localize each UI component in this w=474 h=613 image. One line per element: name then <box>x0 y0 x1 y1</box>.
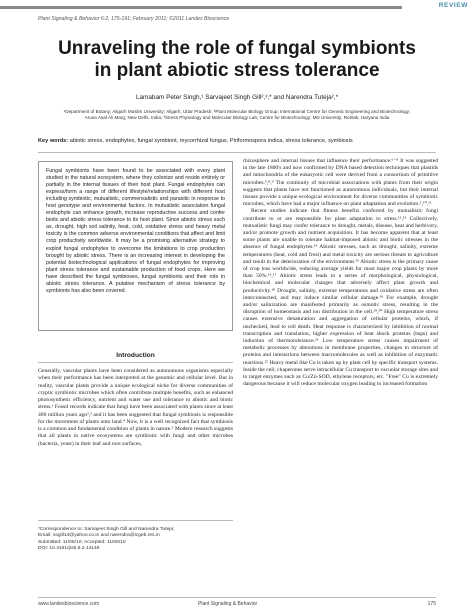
keywords-row <box>38 138 436 153</box>
footer-website[interactable]: www.landesbioscience.com <box>38 601 100 607</box>
keywords-label: Key words: <box>38 138 69 144</box>
section-label: REVIEW <box>438 2 468 9</box>
correspondence-block <box>38 520 233 594</box>
header-rule <box>0 6 402 9</box>
abstract-box: Fungal symbionts have been found to be associated with every plant studied in the natural ecosystem, where they colonize and reside entirely or partially in the internal tissues of their host plant. Fungal endophytes can express/form a range of different lifestyle/relationships with different host including symbiotic, mutualistic, commensalistic and parasitic in response to host genotype and environmental factors. In mutualistic association fungal endophyte can enhance growth, increase reproductive success and confer biotic and abiotic stress tolerance to its host plant. Since abiotic stress such as, drought, high soil salinity, heat, cold, oxidative stress and heavy metal toxicity is the common adverse environmental conditions that affect and limit crop productivity worldwide. It may be a promising alternative strategy to exploit fungal endophytes to overcome the limitations to crop production brought by abiotic stress. There is an increasing interest in developing the potential biotechnological applications of fungal endophytes for improving plant stress tolerance and sustainable production of food crops. Here we have described the fungal symbioses, fungal symbionts and their role in abiotic stress tolerance. A putative mechanism of stress tolerance by symbionts has also been covered. <box>38 161 233 331</box>
page-footer <box>38 597 436 607</box>
title-line-2: in plant abiotic stress tolerance <box>94 60 380 81</box>
footer-journal: Plant Signaling & Behavior <box>198 601 258 607</box>
correspondence-line-1: *Correspondence to: Sarvajeet Singh Gill and Narendra Tuteja; <box>38 527 175 532</box>
doi: DOI: 10.4161/psb.6.2.14146 <box>38 546 100 552</box>
affiliations <box>38 109 436 121</box>
affiliation-line-1: ¹Department of Botany; Aligarh Muslim University; Aligarh, Uttar Pradesh; ²Plant Molecular Biology Group; International Centre for Genetic Engineering and Biotechnology; <box>63 109 411 114</box>
journal-meta: Plant Signaling & Behavior 6:2, 175-191; February 2011; ©2011 Landes Bioscience <box>38 16 230 22</box>
introduction-rule <box>38 362 233 363</box>
introduction-heading: Introduction <box>116 352 155 359</box>
page-number: 175 <box>427 601 436 607</box>
article-title <box>38 38 436 82</box>
affiliation-line-2: Aruna Asaf Ali Marg; New Delhi, India; ³Stress Physiology and Molecular Biology Lab; Centre for Biotechnology; MD University; Rohtak, Haryana India <box>84 115 390 121</box>
introduction-paragraph: Generally, vascular plants have been considered as autonomous organisms especially when their performance has been interpreted at the genomic and cellular level. But in reality, vascular plants provide a unique ecological niche for diverse communities of cryptic symbiotic microbes which often contribute multiple benefits, such as enhanced photosynthetic efficiency, nutrient and water use and tolerance to abiotic and biotic stress.¹ Fossil records indicate that fungi have been associated with plants since at least 400 million years ago²,³ and it has been suggested that fungal symbiosis is responsible for the movement of plants onto land.⁴ Now, it is a well recognized fact that symbiosis is a common and fundamental condition of plants in nature.⁵ Modern research suggests that all plants in native ecosystems are symbiotic with fungi and other microbes (bacteria, yeast) in their leaf and root surfaces, <box>38 368 233 447</box>
submission-dates: Submitted: 11/06/10; Accepted: 11/06/10 <box>38 539 126 545</box>
title-line-1: Unraveling the role of fungal symbionts <box>58 38 416 59</box>
keywords-text: abiotic stress, endophytes, fungal symbiont, mycorrhizal fungus, Piriformospora indica, stress tolerance, symbiosis <box>69 138 353 144</box>
author-list: Lamabam Peter Singh,¹ Sarvajeet Singh Gill²,³,* and Narendra Tuteja²,* <box>135 94 339 101</box>
top-bar <box>0 0 474 14</box>
correspondence-email: Email: ssgill14@yahoo.co.in and narendra@icgeb.res.in <box>38 533 160 539</box>
right-column <box>243 158 438 598</box>
right-paragraph-2: Recent studies indicate that fitness benefits conferred by mutualistic fungi contribute to or are responsible for plant adaptation to stress.¹²,¹³ Collectively, mutualistic fungi may confer tolerance to drought, metals, disease, heat and herbivory, and/or promote growth and nutrient acquisition. It has become apparent that at least some plants are unable to tolerate habitat-imposed abiotic and biotic stresses in the absence of fungal endophytes.¹⁴ Abiotic stresses, such as drought, salinity, extreme temperatures (heat, cold and frost) and metal toxicity are serious threats to agriculture and result in the deterioration of the environment.¹⁵ Abiotic stress is the primary cause of crop loss worldwide, reducing average yields for most major crop plants by more than 50%.¹⁶,¹⁷ Abiotic stress leads to a series of morphological, physiological, biochemical and molecular changes that adversely affect plant growth and productivity.¹⁸ Drought, salinity, extreme temperatures and oxidative stress are often interconnected, and may induce similar cellular damage.¹⁹ For example, drought and/or salinization are manifested primarily as osmotic stress, resulting in the disruption of homeostasis and ion distribution in the cell.¹⁹,²⁰ High temperature stress causes extensive denaturation and aggregation of cellular proteins, which, if unchecked, lead to cell death. Heat response is characterized by inhibition of normal transcription and translation, higher expression of heat shock proteins (hsps) and induction of thermotolerance.²¹ Low temperature stress causes impairment of metabolic processes by alterations in membrane properties, changes in structure of proteins and interactions between macromolecules as well as inhibition of enzymatic reactions.²² Heavy metal like Cu is taken up by plant cell by specific transport systems. Inside the cell, chaperones serve intracellular Cu transport to vacuolar storage sites and to target enzymes such as Cu/Zn-SOD, ethylene receptors, etc. "Free" Cu is extremely dangerous because it will reduce molecular oxygen leading to increased formation <box>243 208 438 388</box>
right-paragraph-1: rhizosphere and internal tissues that influence their performance.⁶⁻⁹ It was suggested in the late 1800's and now confirmed by DNA based detection techniques that plastids and mitochondria of the eukaryotic cell were derived from a consortium of primitive microbes.⁵,⁸,⁹ The continuity of microbial associations with plants from their origin suggests that plants have not functioned as autonomous individuals, but their internal tissues provide a unique ecological environment for diverse communities of symbiotic microbes, which have had a major influence on plant adaptation and evolution.⁵,¹⁰,¹¹ <box>243 158 438 208</box>
